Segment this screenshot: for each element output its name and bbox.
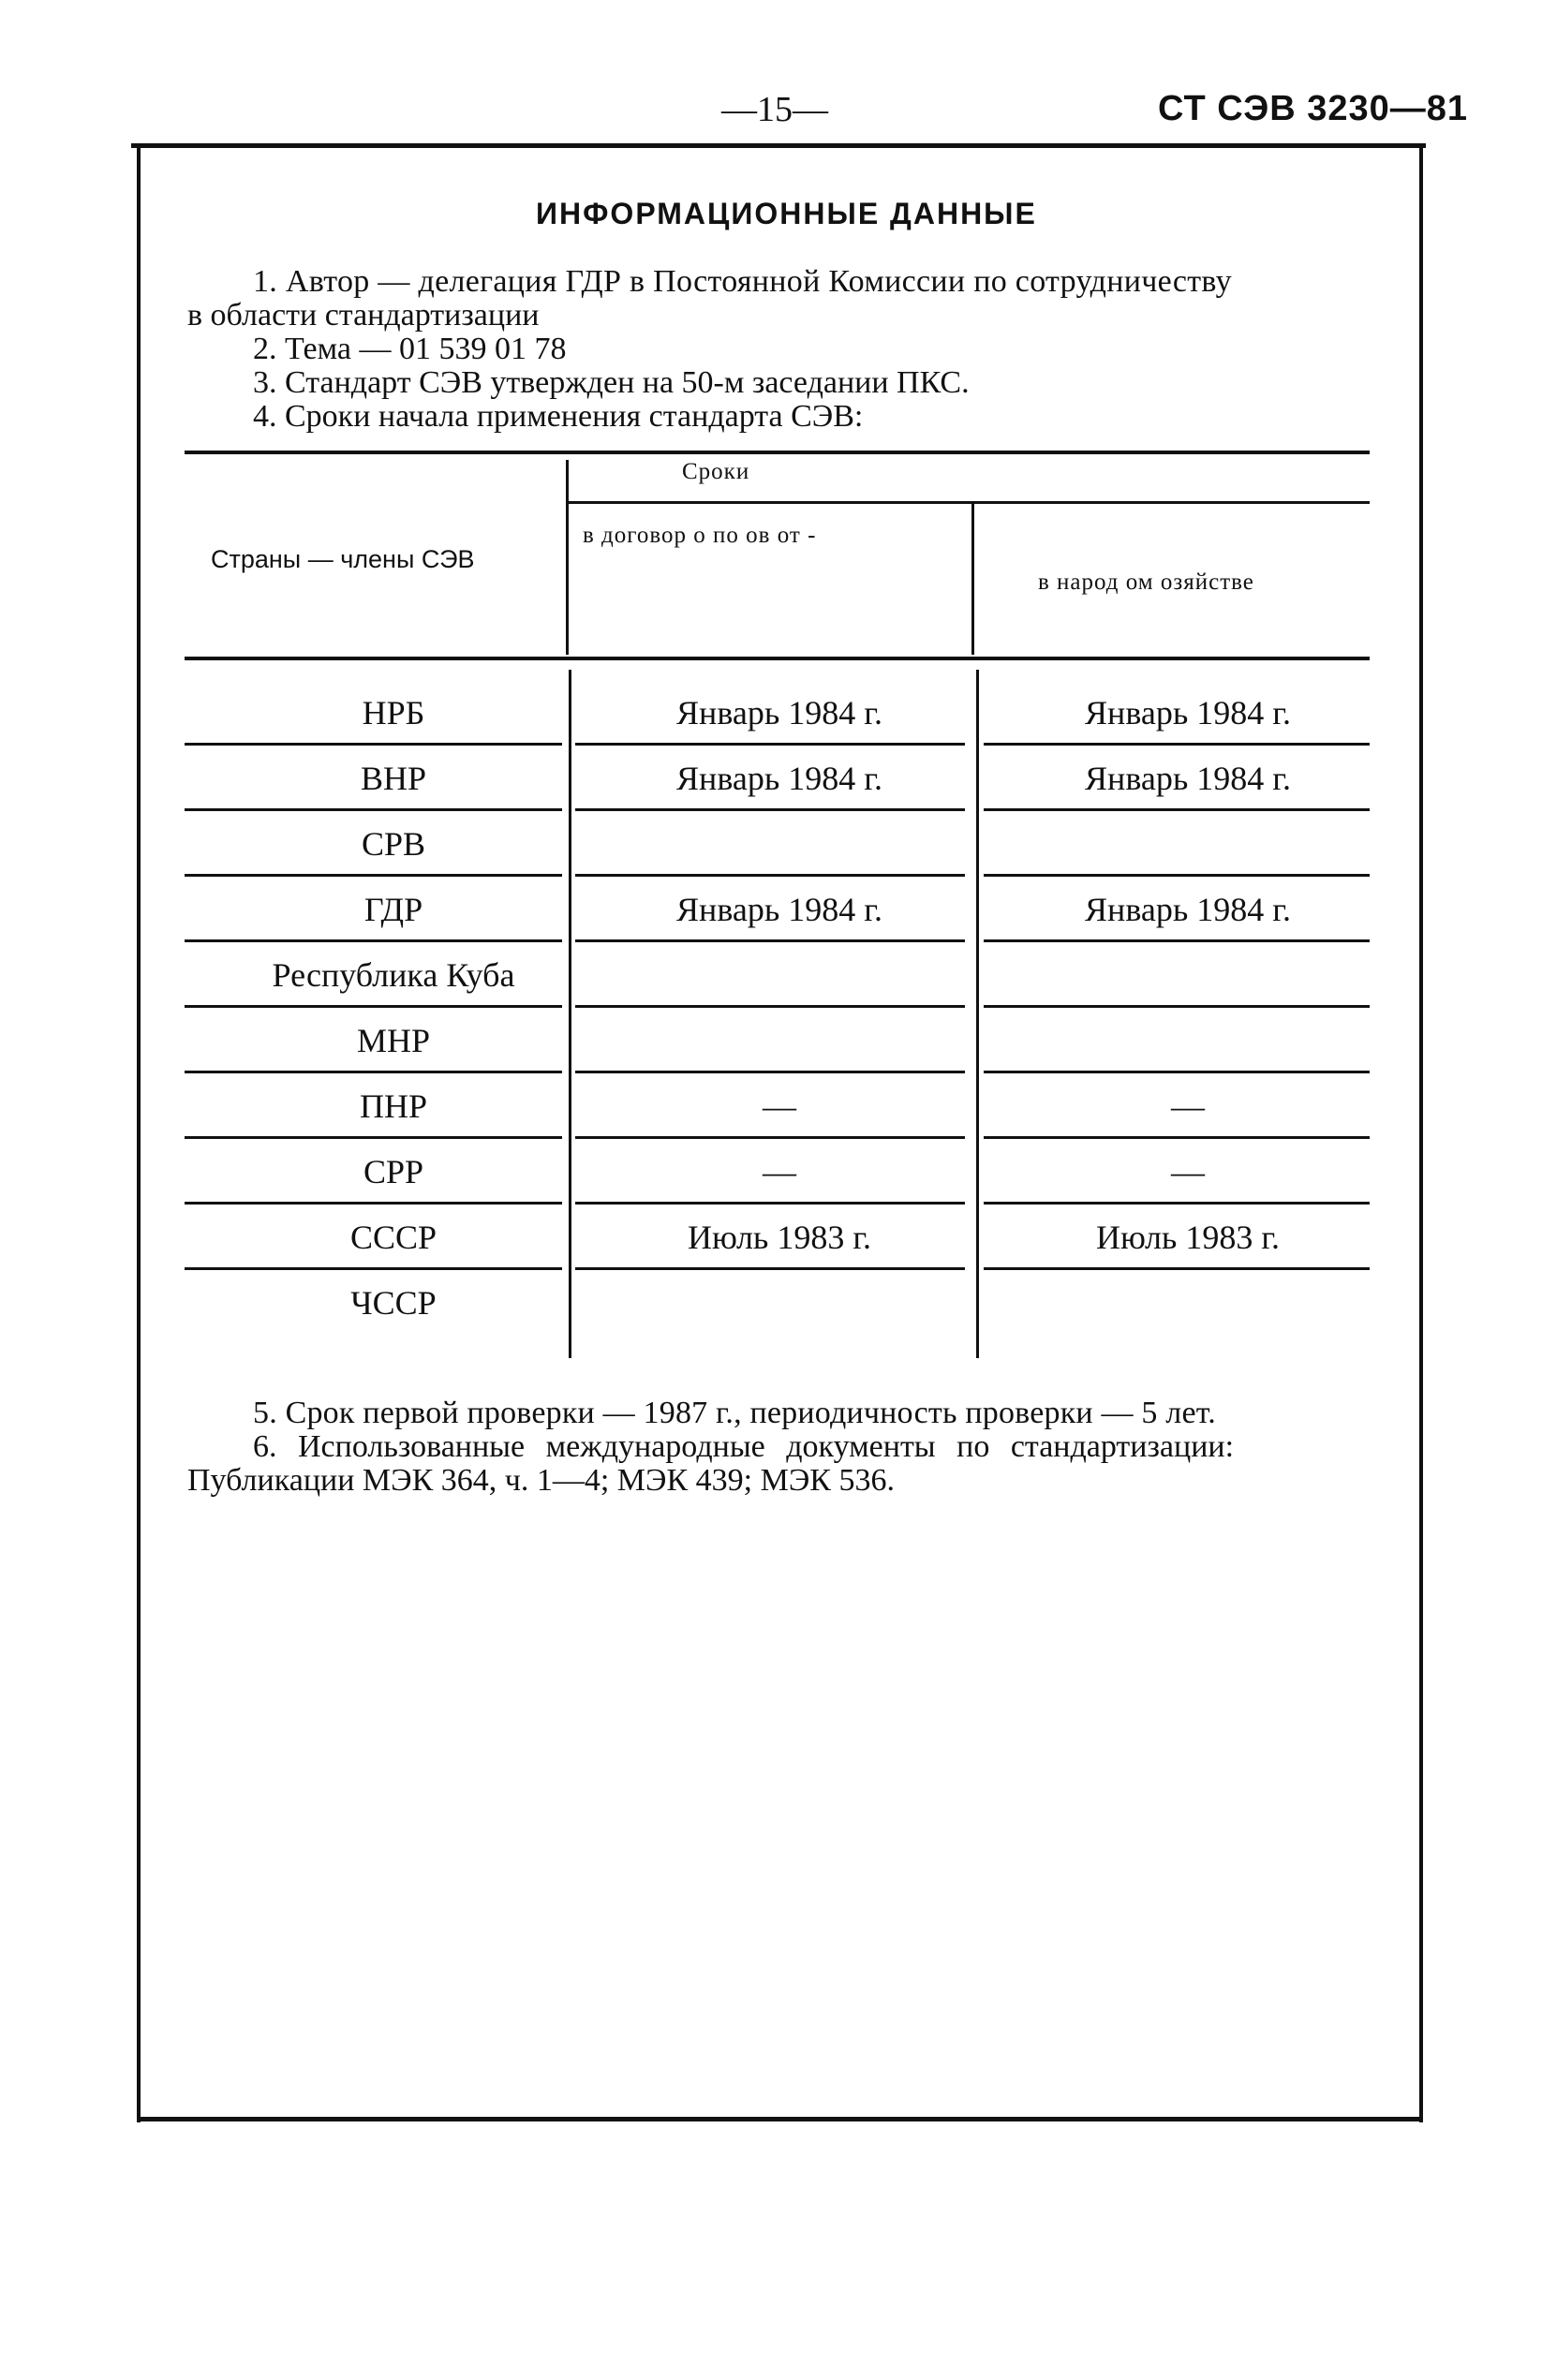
row-divider [185, 1071, 562, 1073]
header-vline-2 [971, 504, 974, 655]
cell-country: СРР [363, 1153, 424, 1190]
item1-line1: 1. Автор — делегация ГДР в Постоянной Комиссии по сотрудничеству [253, 264, 1232, 299]
row-divider [185, 743, 562, 746]
row-divider [984, 874, 1370, 877]
row-divider [575, 939, 965, 942]
item6-line1: 6. Использованные международные документы по стандартизации: [253, 1429, 1235, 1464]
row-divider [984, 743, 1370, 746]
frame-bottom [137, 2117, 1423, 2121]
row-divider [984, 939, 1370, 942]
page-number: —15— [721, 90, 828, 129]
table-top-rule [185, 451, 1370, 454]
header-terms: Сроки [682, 459, 750, 484]
cell-contract: — [763, 1087, 796, 1125]
row-divider [984, 1136, 1370, 1139]
terms-underline [568, 501, 1370, 504]
cell-country: ВНР [360, 760, 427, 797]
cell-economy: — [1171, 1087, 1205, 1125]
cell-contract: Январь 1984 г. [676, 694, 882, 732]
row-divider [575, 1267, 965, 1270]
row-divider [984, 1071, 1370, 1073]
row-divider [185, 874, 562, 877]
cell-country: ПНР [359, 1087, 428, 1125]
document-code: СТ СЭВ 3230—81 [1158, 89, 1469, 128]
item2: 2. Тема — 01 539 01 78 [253, 332, 567, 366]
row-divider [575, 1202, 965, 1205]
row-divider [575, 743, 965, 746]
item3: 3. Стандарт СЭВ утвержден на 50-м заседании ПКС. [253, 365, 970, 400]
cell-economy: Июль 1983 г. [1095, 1219, 1281, 1256]
row-divider [185, 1136, 562, 1139]
cell-country: Республика Куба [272, 956, 515, 994]
frame-left [137, 143, 141, 2122]
cell-economy: Январь 1984 г. [1085, 694, 1291, 732]
row-divider [185, 939, 562, 942]
cell-country: НРБ [362, 694, 425, 732]
row-divider [575, 1071, 965, 1073]
cell-contract: Январь 1984 г. [676, 760, 882, 797]
row-divider [984, 808, 1370, 811]
cell-economy: Январь 1984 г. [1085, 760, 1291, 797]
row-divider [185, 1005, 562, 1008]
cell-country: СССР [349, 1219, 437, 1256]
row-divider [984, 1202, 1370, 1205]
cell-economy: — [1171, 1153, 1205, 1190]
row-divider [185, 1202, 562, 1205]
header-country: Страны — члены СЭВ [211, 545, 475, 573]
cell-country: ГДР [363, 891, 423, 928]
row-divider [185, 1267, 562, 1270]
item1-line2: в области стандартизации [187, 298, 540, 333]
header-economy: в народ ом озяйстве [1038, 569, 1254, 595]
cell-economy: Январь 1984 г. [1085, 891, 1291, 928]
row-divider [575, 1005, 965, 1008]
frame-right [1419, 143, 1423, 2122]
section-title: ИНФОРМАЦИОННЫЕ ДАННЫЕ [536, 197, 1037, 230]
row-divider [575, 808, 965, 811]
cell-contract: Июль 1983 г. [687, 1219, 872, 1256]
row-divider [185, 808, 562, 811]
cell-country: МНР [356, 1022, 431, 1059]
cell-country: ЧССР [350, 1284, 437, 1322]
header-rule [131, 143, 1426, 148]
item4: 4. Сроки начала применения стандарта СЭВ: [253, 399, 864, 434]
row-divider [575, 874, 965, 877]
header-contract: в договор о по ов от - [583, 523, 817, 548]
row-divider [984, 1267, 1370, 1270]
header-vline-1 [566, 460, 569, 655]
header-bottom-rule [185, 657, 1370, 660]
body-vline-2 [976, 670, 979, 1358]
row-divider [984, 1005, 1370, 1008]
item6-line2: Публикации МЭК 364, ч. 1—4; МЭК 439; МЭК 536. [187, 1463, 895, 1498]
cell-country: СРВ [361, 825, 426, 863]
row-divider [575, 1136, 965, 1139]
cell-contract: — [763, 1153, 796, 1190]
cell-contract: Январь 1984 г. [676, 891, 882, 928]
item5: 5. Срок первой проверки — 1987 г., периодичность проверки — 5 лет. [253, 1396, 1216, 1430]
